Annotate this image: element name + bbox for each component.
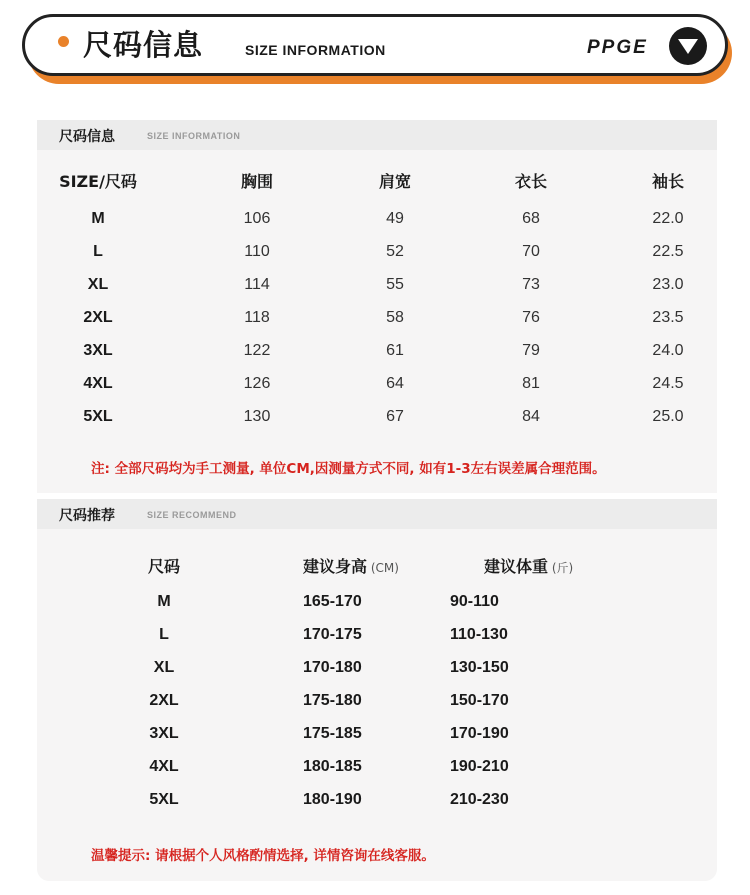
size-table-cell: 52 [386, 243, 404, 260]
size-table-header-cell: SIZE/尺码 [59, 172, 137, 191]
recommend-size-cell: 2XL [149, 692, 179, 709]
triangle-down-icon [678, 39, 698, 54]
size-table-header-cell: 衣长 [514, 172, 548, 191]
recommend-table-cell: 175-180 [303, 692, 362, 709]
size-table-cell: 110 [244, 243, 270, 260]
recommend-header-unit: (斤) [548, 561, 574, 575]
size-label-cell: 2XL [83, 309, 113, 326]
recommend-header [37, 499, 717, 529]
size-table-cell: 67 [386, 408, 404, 425]
size-table-header-cell: 胸围 [240, 172, 274, 191]
size-table-cell: 64 [386, 375, 404, 392]
size-label-cell: L [93, 243, 103, 260]
size-label-cell: 4XL [83, 375, 113, 392]
size-table-cell: 126 [243, 375, 271, 392]
recommend-table-cell: 170-180 [303, 659, 362, 676]
size-table-cell: 61 [386, 342, 404, 359]
size-table-cell: 49 [386, 210, 404, 227]
recommend-table-cell: 180-185 [303, 758, 362, 775]
size-table-cell: 68 [522, 210, 540, 227]
recommend-table-cell: 110-130 [450, 626, 508, 643]
size-label-cell: 3XL [83, 342, 113, 359]
recommend-header-cell [484, 554, 573, 577]
recommend-table-cell: 180-190 [303, 791, 362, 808]
size-table-cell: 118 [244, 309, 270, 326]
size-label-cell: M [91, 210, 105, 227]
recommend-size-cell: 3XL [149, 725, 179, 742]
recommend-header-label: 尺码 [147, 557, 181, 576]
recommend-table-cell: 150-170 [450, 692, 509, 709]
size-table-cell: 122 [243, 342, 271, 359]
recommend-table-cell: 90-110 [450, 593, 499, 610]
size-info-header [37, 120, 717, 150]
size-table-cell: 23.0 [652, 276, 684, 293]
size-info-heading-en: SIZE INFORMATION [147, 131, 241, 141]
recommend-size-cell: 5XL [149, 791, 179, 808]
recommend-table-cell: 210-230 [450, 791, 509, 808]
size-label-cell: 5XL [83, 408, 113, 425]
recommend-header-unit: (CM) [367, 561, 399, 575]
recommend-table-cell: 130-150 [450, 659, 509, 676]
size-table-cell: 22.5 [652, 243, 684, 260]
recommend-note: 温馨提示: 请根据个人风格酌情选择, 详情咨询在线客服。 [91, 848, 435, 864]
bullet-dot-icon [58, 36, 69, 47]
recommend-size-cell: 4XL [149, 758, 179, 775]
size-table-cell: 81 [522, 375, 540, 392]
size-table-cell: 114 [244, 276, 270, 293]
recommend-size-cell: M [157, 593, 171, 610]
recommend-size-cell: L [159, 626, 169, 643]
size-table-cell: 130 [243, 408, 271, 425]
size-info-panel [37, 120, 717, 493]
size-table-cell: 73 [522, 276, 540, 293]
header-banner [22, 14, 728, 76]
recommend-heading: 尺码推荐 [59, 508, 115, 524]
recommend-heading-en: SIZE RECOMMEND [147, 510, 237, 520]
recommend-table-cell: 190-210 [450, 758, 509, 775]
size-info-note: 注: 全部尺码均为手工测量, 单位CM,因测量方式不同, 如有1-3左右误差属合理范围。 [91, 461, 606, 477]
size-table-cell: 70 [522, 243, 540, 260]
page-title: 尺码信息 [83, 28, 204, 62]
size-table-cell: 79 [522, 342, 540, 359]
recommend-header-cell [303, 554, 399, 577]
page-subtitle: SIZE INFORMATION [245, 42, 386, 58]
recommend-size-cell: XL [153, 659, 175, 676]
size-table-cell: 23.5 [652, 309, 684, 326]
size-label-cell: XL [87, 276, 109, 293]
recommend-panel [37, 499, 717, 881]
size-table-cell: 84 [522, 408, 540, 425]
size-info-heading: 尺码信息 [59, 129, 115, 145]
size-table-cell: 25.0 [652, 408, 684, 425]
size-table-cell: 22.0 [652, 210, 684, 227]
expand-button[interactable] [669, 27, 707, 65]
recommend-header-label: 建议体重 [484, 557, 549, 576]
recommend-table-cell: 175-185 [303, 725, 362, 742]
brand-logo: PPGE [587, 37, 648, 58]
size-table-header-cell: 袖长 [651, 172, 685, 191]
recommend-table-cell: 170-175 [303, 626, 362, 643]
size-table-cell: 58 [386, 309, 404, 326]
recommend-table-cell: 165-170 [303, 593, 362, 610]
recommend-header-label: 建议身高 [303, 557, 368, 576]
size-table-cell: 24.0 [652, 342, 684, 359]
size-table-cell: 106 [243, 210, 271, 227]
size-table-cell: 24.5 [652, 375, 684, 392]
size-table-cell: 76 [522, 309, 540, 326]
size-table-header-cell: 肩宽 [378, 172, 412, 191]
size-table-cell: 55 [386, 276, 404, 293]
recommend-header-cell [148, 554, 180, 577]
recommend-table-cell: 170-190 [450, 725, 509, 742]
